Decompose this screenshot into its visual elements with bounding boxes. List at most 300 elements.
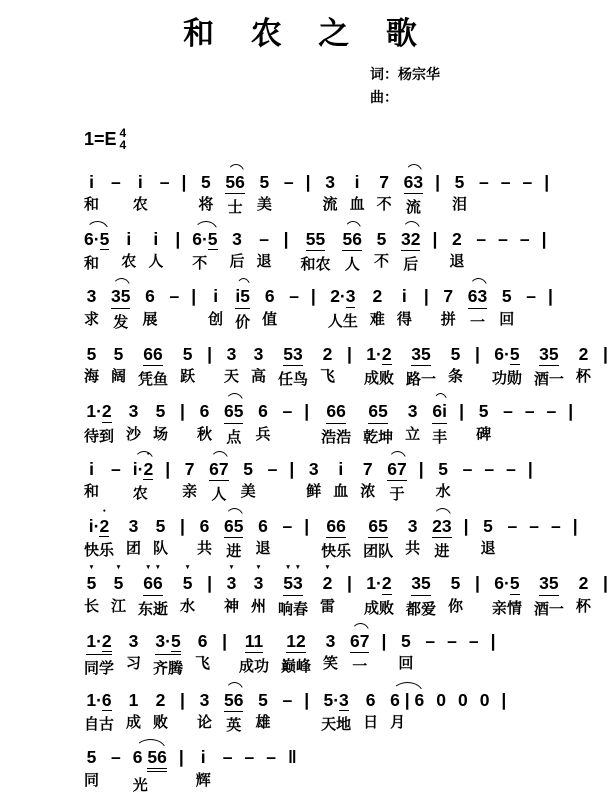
lyric-syllable bbox=[476, 253, 486, 272]
lyric-syllable: 丰 bbox=[432, 428, 448, 446]
note-digit: 3 bbox=[128, 515, 139, 536]
note-token bbox=[89, 460, 94, 478]
note-token bbox=[191, 287, 196, 305]
lyric-syllable: 江 bbox=[111, 597, 127, 615]
lyric-syllable bbox=[551, 540, 561, 559]
lyric-syllable bbox=[222, 655, 227, 674]
note-digit: 6 bbox=[414, 690, 425, 711]
lyric-syllable bbox=[501, 196, 511, 215]
note-cell bbox=[224, 345, 239, 387]
note-cell bbox=[484, 460, 494, 502]
time-signature-denominator: 4 bbox=[119, 138, 127, 153]
note-cell bbox=[192, 230, 217, 274]
note-token bbox=[304, 402, 309, 420]
lyric-syllable bbox=[447, 655, 457, 674]
note-token bbox=[224, 517, 243, 538]
note-token bbox=[155, 632, 180, 655]
note-token bbox=[502, 287, 512, 305]
lyric-syllable bbox=[304, 540, 309, 559]
note-cell bbox=[468, 287, 487, 332]
note-cell bbox=[328, 287, 358, 331]
lyric-syllable bbox=[475, 368, 480, 387]
note-token bbox=[289, 287, 299, 305]
note-token bbox=[183, 574, 193, 592]
lyric-syllable bbox=[111, 483, 121, 502]
lyric-syllable bbox=[289, 483, 294, 502]
note-digit: 1 bbox=[86, 630, 97, 651]
note-cell bbox=[390, 691, 424, 733]
lyric-syllable bbox=[520, 253, 530, 272]
note-cell bbox=[153, 691, 168, 733]
note-token bbox=[539, 345, 558, 366]
note-cell bbox=[401, 230, 420, 275]
note-digit: ● 2 bbox=[99, 517, 109, 537]
note-token bbox=[539, 574, 558, 595]
lyric-syllable: 农 bbox=[132, 196, 148, 214]
note-digit: 3 bbox=[199, 690, 210, 711]
lyric-syllable: 不 bbox=[373, 253, 389, 271]
note-digit: – bbox=[526, 286, 537, 307]
note-token bbox=[411, 574, 430, 595]
note-row bbox=[84, 219, 582, 275]
note-token bbox=[483, 517, 493, 535]
note-digit: 5 bbox=[438, 458, 449, 479]
note-digit: | bbox=[423, 286, 429, 307]
notation-system bbox=[84, 621, 582, 679]
note-digit: i bbox=[132, 458, 138, 479]
note-digit: 2 bbox=[451, 229, 462, 250]
note-token bbox=[288, 748, 297, 766]
note-digit: i bbox=[88, 515, 94, 536]
barline bbox=[424, 287, 429, 329]
note-row bbox=[84, 334, 608, 390]
barline bbox=[191, 287, 196, 329]
lyric-syllable: 退 bbox=[480, 540, 496, 558]
barline bbox=[491, 632, 496, 674]
note-token bbox=[209, 460, 228, 481]
note-cell bbox=[284, 173, 294, 215]
note-token bbox=[284, 230, 289, 248]
barline bbox=[311, 287, 316, 329]
note-digit: i bbox=[137, 171, 143, 192]
lyric-syllable: 日 bbox=[363, 714, 379, 732]
note-cell bbox=[84, 460, 99, 502]
lyric-syllable bbox=[244, 772, 254, 791]
note-digit: | bbox=[178, 747, 184, 768]
note-token bbox=[432, 517, 451, 538]
lyric-syllable bbox=[501, 714, 506, 733]
note-token bbox=[86, 632, 111, 655]
note-digit: 6 bbox=[197, 630, 208, 651]
lyric-syllable: 一 bbox=[352, 658, 368, 676]
note-digit: – bbox=[503, 401, 513, 422]
note-cell bbox=[255, 402, 270, 444]
note-digit: | bbox=[459, 401, 465, 422]
note-cell bbox=[481, 517, 496, 559]
note-cell bbox=[138, 345, 168, 390]
note-cell bbox=[503, 402, 513, 444]
lyric-syllable bbox=[165, 483, 170, 502]
note-digit: 2 bbox=[330, 286, 340, 307]
note-token bbox=[338, 460, 343, 478]
lyric-syllable bbox=[182, 196, 187, 215]
note-token bbox=[207, 574, 212, 592]
note-token bbox=[377, 230, 387, 248]
lyric-syllable: 后 bbox=[403, 256, 419, 274]
lyric-syllable: 沙 bbox=[126, 425, 142, 443]
note-token bbox=[111, 173, 121, 191]
note-token bbox=[326, 402, 345, 423]
note-token bbox=[87, 748, 97, 766]
note-digit: i bbox=[89, 458, 94, 479]
note-digit: 5 bbox=[483, 515, 493, 536]
note-digit: 66 bbox=[326, 401, 346, 422]
note-token bbox=[579, 345, 589, 363]
lyric-syllable: 发 bbox=[113, 313, 129, 331]
note-token bbox=[245, 632, 264, 653]
note-cell bbox=[195, 632, 210, 674]
notation-system bbox=[84, 563, 608, 619]
note-digit: 2 bbox=[372, 286, 383, 307]
note-digit: 2 bbox=[322, 343, 333, 364]
note-cell bbox=[463, 460, 473, 502]
lyric-syllable bbox=[207, 368, 212, 387]
lyric-syllable: 高 bbox=[250, 368, 266, 386]
lyric-syllable bbox=[282, 540, 292, 559]
note-digit: i5 bbox=[235, 286, 250, 307]
note-digit: 6 bbox=[258, 515, 268, 536]
note-token bbox=[129, 632, 139, 650]
note-cell bbox=[255, 517, 270, 559]
note-token bbox=[479, 173, 489, 191]
note-digit: 3 bbox=[226, 343, 237, 364]
note-cell bbox=[397, 287, 412, 329]
lyric-syllable: 习 bbox=[126, 655, 142, 673]
note-digit: – bbox=[529, 515, 539, 536]
time-signature-numerator: 4 bbox=[119, 126, 127, 141]
lyric-syllable bbox=[170, 311, 180, 330]
note-cell bbox=[257, 230, 272, 272]
note-cell bbox=[364, 574, 394, 618]
note-token bbox=[425, 632, 435, 650]
note-digit: 67 bbox=[209, 458, 229, 479]
lyric-syllable: 一 bbox=[470, 313, 486, 331]
note-digit: · bbox=[96, 690, 102, 711]
note-digit: 7 bbox=[362, 458, 373, 479]
credits-block bbox=[370, 63, 582, 109]
note-cell bbox=[84, 574, 99, 616]
note-cell bbox=[374, 230, 389, 272]
note-digit: | bbox=[602, 343, 608, 364]
note-token bbox=[87, 574, 97, 592]
note-digit: 32 bbox=[400, 229, 421, 250]
song-title: 和 农 之 歌 bbox=[183, 16, 431, 51]
lyric-syllable: 将 bbox=[198, 196, 214, 214]
note-cell bbox=[306, 460, 321, 502]
lyric-syllable: 和 bbox=[84, 482, 100, 500]
note-row bbox=[84, 737, 582, 795]
lyric-syllable: 美 bbox=[256, 196, 272, 214]
lyric-syllable: 神 bbox=[223, 597, 239, 615]
note-digit: | bbox=[418, 458, 424, 479]
note-token bbox=[464, 517, 469, 535]
lyric-syllable: 团队 bbox=[363, 543, 394, 561]
note-digit: 5 bbox=[450, 343, 461, 364]
note-digit: 35 bbox=[539, 343, 559, 364]
note-token bbox=[458, 691, 468, 709]
note-cell bbox=[84, 287, 99, 329]
lyric-syllable: 秋 bbox=[196, 425, 212, 443]
note-digit: | bbox=[435, 171, 440, 192]
note-cell bbox=[208, 287, 223, 329]
note-cell bbox=[480, 691, 490, 733]
note-digit: 2 bbox=[101, 630, 112, 651]
lyric-syllable: 鲜 bbox=[306, 482, 322, 500]
lyric-syllable bbox=[347, 368, 352, 387]
note-token bbox=[498, 230, 508, 248]
note-digit: – bbox=[159, 171, 170, 192]
lyric-syllable: 长 bbox=[84, 597, 100, 615]
note-token bbox=[368, 517, 387, 538]
note-digit: 12 bbox=[286, 630, 306, 651]
lyric-syllable: 求 bbox=[84, 310, 100, 328]
note-digit: · bbox=[165, 630, 171, 651]
note-cell bbox=[251, 345, 266, 387]
note-token bbox=[544, 173, 549, 191]
note-digit: 7 bbox=[184, 458, 195, 479]
note-cell bbox=[576, 345, 591, 387]
note-cell bbox=[278, 574, 308, 619]
barline bbox=[548, 287, 553, 329]
note-digit: 2 bbox=[155, 690, 166, 711]
lyric-syllable: 人 bbox=[344, 256, 360, 274]
note-cell bbox=[441, 287, 456, 329]
note-digit: 2 bbox=[381, 573, 392, 594]
note-cell bbox=[84, 402, 114, 446]
note-cell bbox=[126, 632, 141, 674]
lyric-syllable: 成败 bbox=[363, 370, 394, 388]
note-cell bbox=[534, 574, 564, 619]
note-token bbox=[260, 173, 270, 191]
note-cell bbox=[111, 574, 126, 616]
note-digit: 1 bbox=[366, 573, 377, 594]
note-token bbox=[494, 345, 519, 365]
note-cell bbox=[404, 173, 423, 218]
note-digit: 3 bbox=[339, 690, 349, 711]
note-token bbox=[402, 287, 407, 305]
note-token bbox=[451, 345, 461, 363]
note-cell bbox=[153, 402, 168, 444]
note-cell bbox=[377, 173, 392, 215]
lyric-syllable: 快乐 bbox=[321, 543, 352, 561]
note-cell bbox=[370, 287, 385, 329]
lyric-syllable: 浓 bbox=[360, 482, 376, 500]
note-token bbox=[381, 632, 386, 650]
lyric-syllable: 美 bbox=[240, 482, 256, 500]
note-cell bbox=[197, 517, 212, 559]
lyric-syllable: 流 bbox=[322, 196, 338, 214]
note-cell bbox=[529, 517, 539, 559]
note-digit: – bbox=[111, 171, 121, 192]
lyric-syllable: 难 bbox=[369, 310, 385, 328]
note-cell bbox=[506, 460, 516, 502]
note-digit: 55 bbox=[305, 229, 326, 250]
note-digit: – bbox=[519, 229, 530, 250]
note-token bbox=[525, 402, 535, 420]
note-token bbox=[282, 517, 292, 535]
note-token bbox=[156, 517, 166, 535]
note-cell bbox=[111, 460, 121, 502]
note-token bbox=[170, 287, 180, 305]
note-digit: | bbox=[207, 573, 212, 594]
note-token bbox=[347, 574, 352, 592]
lyric-syllable bbox=[436, 714, 446, 733]
lyric-syllable: 不 bbox=[192, 255, 208, 273]
note-digit: ● 2 bbox=[143, 460, 153, 480]
note-cell bbox=[198, 173, 213, 215]
note-digit: · bbox=[96, 630, 102, 651]
note-digit: ▼ 6 bbox=[143, 574, 153, 592]
lyric-syllable: 雄 bbox=[255, 714, 271, 732]
note-token bbox=[350, 632, 369, 653]
note-cell bbox=[448, 345, 463, 387]
note-digit: · bbox=[93, 515, 100, 536]
lyric-syllable: 队 bbox=[153, 540, 169, 558]
note-cell bbox=[241, 460, 256, 502]
lyric-syllable: 你 bbox=[447, 597, 463, 615]
note-digit: 6 bbox=[199, 401, 210, 422]
note-cell bbox=[160, 173, 170, 215]
note-token bbox=[463, 460, 473, 478]
note-digit: 6i bbox=[432, 401, 447, 422]
note-token bbox=[282, 691, 292, 709]
lyric-syllable: 都爱 bbox=[405, 600, 436, 618]
note-cell bbox=[364, 345, 394, 389]
note-digit: – bbox=[244, 747, 255, 768]
lyric-syllable: 任鸟 bbox=[278, 371, 309, 389]
note-digit: | bbox=[474, 343, 480, 364]
note-cell bbox=[492, 574, 522, 618]
note-token bbox=[443, 287, 453, 305]
barline bbox=[207, 574, 212, 616]
note-digit: – bbox=[524, 401, 535, 422]
note-token bbox=[436, 691, 446, 709]
note-token bbox=[568, 402, 573, 420]
note-cell bbox=[235, 287, 250, 332]
lyric-syllable: 齐腾 bbox=[153, 660, 184, 678]
lyric-syllable: 水 bbox=[435, 482, 451, 500]
lyric-syllable: 退 bbox=[449, 253, 465, 271]
note-token bbox=[111, 460, 121, 478]
note-cell bbox=[84, 173, 99, 215]
note-digit: 3 bbox=[155, 630, 166, 651]
note-digit: ▼ 5 bbox=[87, 574, 97, 592]
note-token bbox=[603, 574, 608, 592]
note-token bbox=[283, 574, 302, 595]
note-digit: 5 bbox=[113, 343, 124, 364]
note-cell bbox=[501, 173, 511, 215]
note-cell bbox=[333, 460, 348, 502]
note-token bbox=[185, 460, 195, 478]
lyric-syllable: 论 bbox=[196, 714, 212, 732]
note-digit: ▼ 3 bbox=[227, 574, 237, 592]
lyric-syllable bbox=[526, 311, 536, 330]
note-digit: | bbox=[180, 515, 185, 536]
note-digit: 2 bbox=[578, 573, 589, 594]
barline bbox=[419, 460, 424, 502]
barline bbox=[304, 517, 309, 559]
barline bbox=[573, 517, 578, 559]
note-token bbox=[408, 517, 418, 535]
note-cell bbox=[458, 691, 468, 733]
note-digit: · bbox=[339, 286, 346, 307]
note-digit: – bbox=[507, 515, 518, 536]
note-token bbox=[323, 345, 333, 363]
lyric-syllable bbox=[111, 196, 121, 215]
note-token bbox=[475, 574, 480, 592]
barline bbox=[289, 460, 294, 502]
lyric-syllable bbox=[306, 196, 311, 215]
note-row bbox=[84, 162, 582, 218]
lyric-syllable: 场 bbox=[153, 425, 169, 443]
note-token bbox=[129, 517, 139, 535]
note-digit: ▼ 6 bbox=[153, 574, 163, 592]
note-cell bbox=[321, 402, 351, 447]
note-cell bbox=[432, 402, 447, 447]
lyric-syllable: 凭鱼 bbox=[138, 371, 169, 389]
note-token bbox=[207, 345, 212, 363]
note-cell bbox=[522, 173, 532, 215]
note-token bbox=[289, 460, 294, 478]
note-digit: – bbox=[289, 286, 299, 307]
note-digit: | bbox=[165, 458, 171, 479]
note-digit: – bbox=[498, 229, 508, 250]
note-digit: | bbox=[175, 229, 181, 250]
note-token bbox=[304, 517, 309, 535]
note-token bbox=[347, 345, 352, 363]
notation-system bbox=[84, 506, 582, 562]
barline bbox=[603, 345, 608, 387]
note-cell bbox=[405, 402, 420, 444]
lyric-syllable: 跃 bbox=[180, 368, 196, 386]
lyric-syllable: 光 bbox=[132, 776, 148, 794]
lyric-syllable: 和 bbox=[84, 255, 100, 273]
lyric-syllable bbox=[111, 772, 121, 791]
note-token bbox=[244, 748, 254, 766]
note-digit: 5 bbox=[201, 171, 211, 192]
lyric-syllable: 浩浩 bbox=[321, 428, 352, 446]
note-token bbox=[160, 173, 170, 191]
note-cell bbox=[268, 460, 278, 502]
note-digit: – bbox=[522, 171, 533, 192]
note-token bbox=[223, 748, 233, 766]
note-digit: 3 bbox=[345, 286, 356, 307]
note-digit: 5 bbox=[155, 401, 166, 422]
note-digit: – bbox=[551, 515, 561, 536]
lyric-syllable: 败 bbox=[153, 714, 169, 732]
note-cell bbox=[133, 173, 148, 215]
note-token bbox=[547, 402, 557, 420]
lyric-syllable: 亲情 bbox=[491, 599, 522, 617]
lyric-syllable bbox=[175, 253, 180, 272]
note-digit: 63 bbox=[467, 286, 488, 307]
note-cell bbox=[225, 173, 244, 218]
note-cell bbox=[111, 173, 121, 215]
note-digit: 3 bbox=[308, 458, 319, 479]
lyric-syllable bbox=[180, 426, 185, 445]
note-token bbox=[326, 632, 336, 650]
note-cell bbox=[350, 173, 365, 215]
